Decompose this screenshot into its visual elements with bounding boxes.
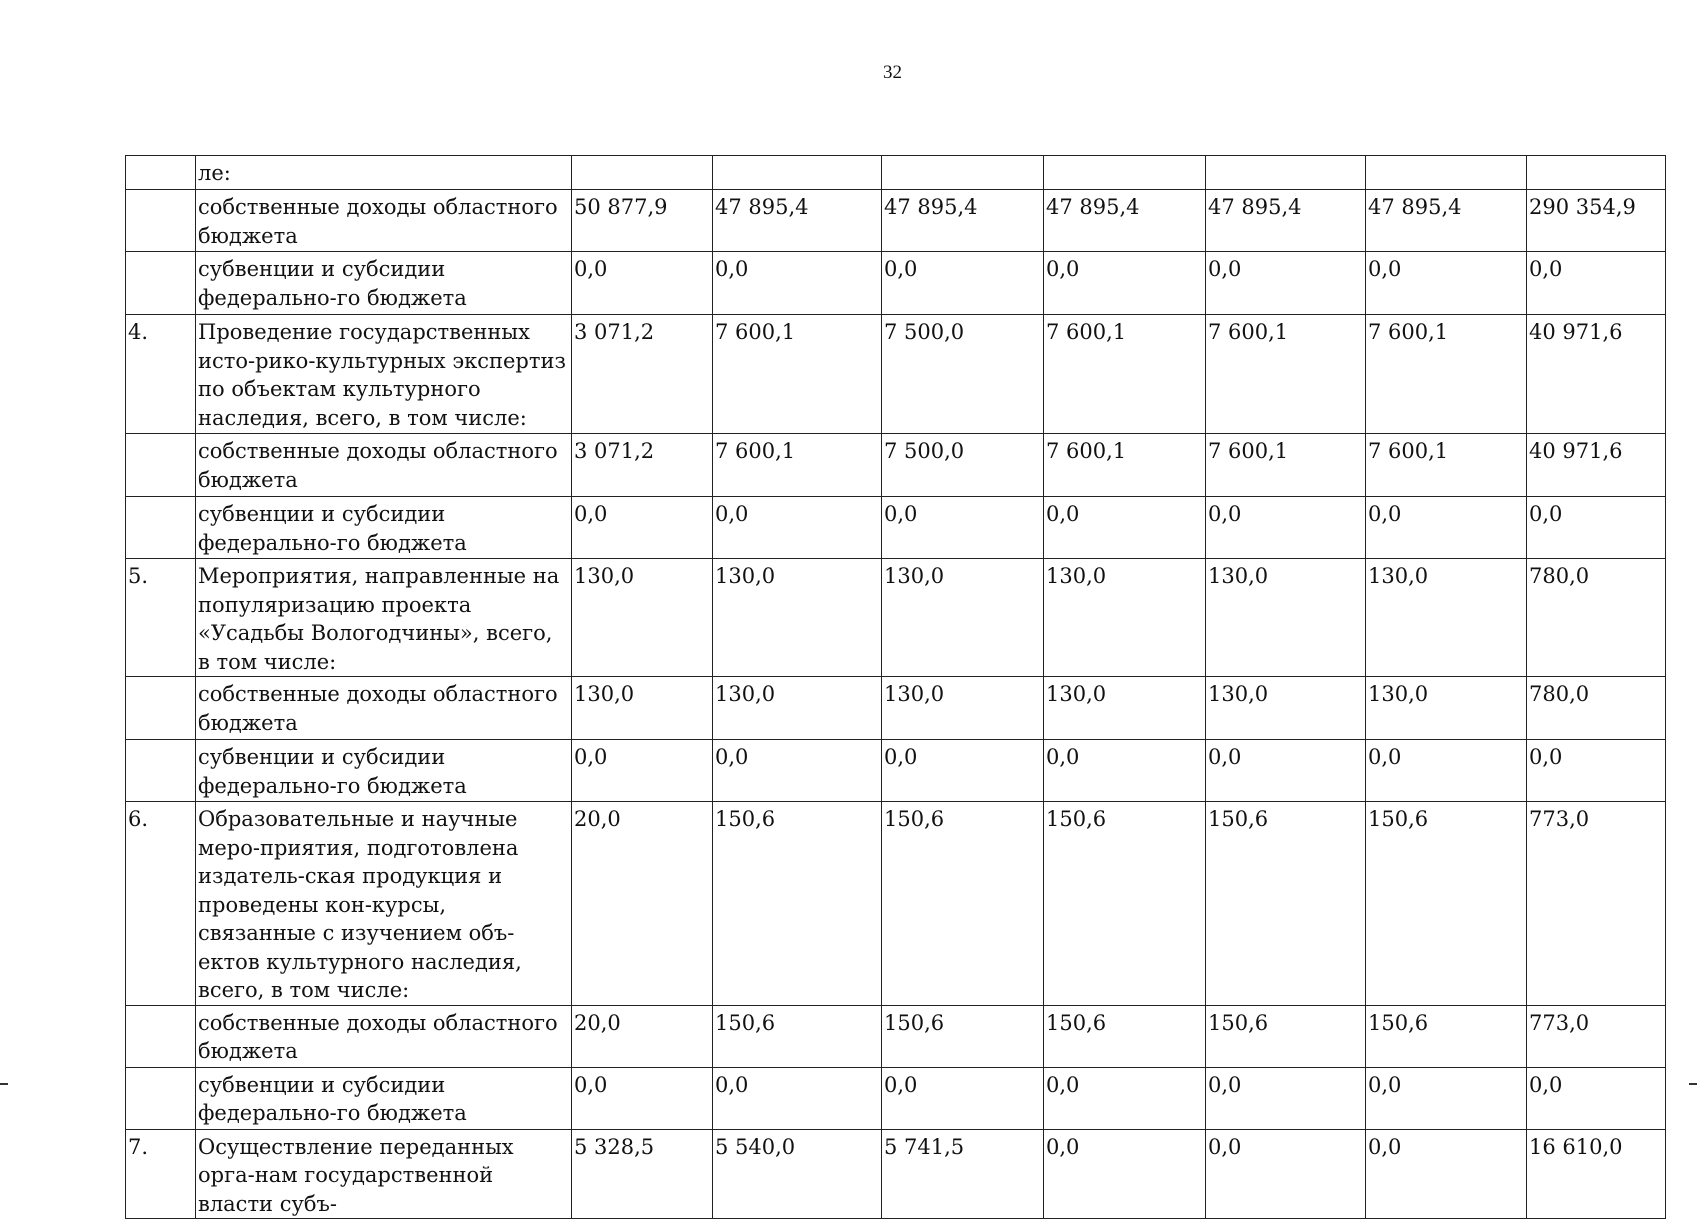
- table-row: [126, 190, 1666, 252]
- row-year-value: 0,0: [882, 252, 1044, 315]
- row-year-value: 130,0: [1044, 559, 1206, 677]
- row-year-value: 130,0: [1366, 559, 1527, 677]
- row-year-value: 0,0: [1206, 1067, 1366, 1129]
- row-year-value: 3 071,2: [572, 434, 713, 497]
- table-row: [126, 252, 1666, 315]
- row-year-value: 150,6: [882, 1005, 1044, 1067]
- row-description: субвенции и субсидии федерально-го бюджета: [196, 1067, 572, 1129]
- row-year-value: 0,0: [1044, 740, 1206, 802]
- row-number: [126, 740, 196, 802]
- row-year-value: 0,0: [1366, 252, 1527, 315]
- row-year-value: 130,0: [713, 677, 882, 740]
- row-total-value: 0,0: [1527, 497, 1666, 559]
- row-year-value: 47 895,4: [713, 190, 882, 252]
- row-year-value: 130,0: [572, 677, 713, 740]
- row-year-value: 150,6: [1044, 802, 1206, 1006]
- row-year-value: 0,0: [572, 497, 713, 559]
- row-year-value: 130,0: [572, 559, 713, 677]
- row-total-value: 773,0: [1527, 802, 1666, 1006]
- row-year-value: 130,0: [1366, 677, 1527, 740]
- row-number: [126, 1067, 196, 1129]
- row-total-value: [1527, 156, 1666, 190]
- row-year-value: 7 600,1: [713, 315, 882, 434]
- row-number: [126, 190, 196, 252]
- row-year-value: 47 895,4: [882, 190, 1044, 252]
- row-year-value: 0,0: [713, 497, 882, 559]
- row-total-value: 0,0: [1527, 1067, 1666, 1129]
- row-year-value: 0,0: [882, 1067, 1044, 1129]
- row-year-value: 0,0: [1044, 1067, 1206, 1129]
- table-row: [126, 315, 1666, 434]
- row-year-value: 130,0: [1206, 559, 1366, 677]
- row-year-value: [882, 156, 1044, 190]
- row-year-value: [713, 156, 882, 190]
- row-number: [126, 1005, 196, 1067]
- row-year-value: 47 895,4: [1044, 190, 1206, 252]
- row-total-value: 290 354,9: [1527, 190, 1666, 252]
- row-year-value: 0,0: [572, 252, 713, 315]
- row-number: 7.: [126, 1129, 196, 1219]
- row-year-value: 0,0: [1206, 1129, 1366, 1219]
- table-row: [126, 559, 1666, 677]
- row-year-value: 7 600,1: [1044, 315, 1206, 434]
- row-description: ле:: [196, 156, 572, 190]
- row-number: [126, 252, 196, 315]
- table-row: [126, 156, 1666, 190]
- row-year-value: 130,0: [713, 559, 882, 677]
- row-year-value: 150,6: [1044, 1005, 1206, 1067]
- left-trim-mark: [0, 1083, 8, 1085]
- table-body: [126, 156, 1666, 1219]
- row-year-value: 150,6: [713, 1005, 882, 1067]
- row-year-value: 130,0: [1206, 677, 1366, 740]
- row-total-value: 773,0: [1527, 1005, 1666, 1067]
- row-year-value: 7 500,0: [882, 315, 1044, 434]
- row-year-value: 3 071,2: [572, 315, 713, 434]
- budget-table: [125, 155, 1666, 1219]
- table-row: [126, 677, 1666, 740]
- row-number: [126, 497, 196, 559]
- row-year-value: 0,0: [713, 1067, 882, 1129]
- row-year-value: 130,0: [882, 677, 1044, 740]
- row-year-value: 0,0: [882, 740, 1044, 802]
- row-description: собственные доходы областного бюджета: [196, 677, 572, 740]
- row-year-value: 150,6: [1206, 802, 1366, 1006]
- row-total-value: 0,0: [1527, 252, 1666, 315]
- row-year-value: 0,0: [1044, 497, 1206, 559]
- table-row: [126, 497, 1666, 559]
- row-year-value: 5 741,5: [882, 1129, 1044, 1219]
- row-year-value: 5 328,5: [572, 1129, 713, 1219]
- row-year-value: [1366, 156, 1527, 190]
- row-year-value: 0,0: [1366, 1067, 1527, 1129]
- row-year-value: 0,0: [1206, 740, 1366, 802]
- table-row: [126, 1005, 1666, 1067]
- row-number: 5.: [126, 559, 196, 677]
- row-year-value: 5 540,0: [713, 1129, 882, 1219]
- row-year-value: 50 877,9: [572, 190, 713, 252]
- row-year-value: 150,6: [713, 802, 882, 1006]
- row-total-value: 16 610,0: [1527, 1129, 1666, 1219]
- table-row: [126, 1129, 1666, 1219]
- row-year-value: 0,0: [1044, 252, 1206, 315]
- row-total-value: 780,0: [1527, 559, 1666, 677]
- row-year-value: 0,0: [1366, 1129, 1527, 1219]
- right-trim-mark: [1689, 1083, 1697, 1085]
- row-year-value: 7 600,1: [1366, 434, 1527, 497]
- row-description: Проведение государственных исто-рико-культурных экспертиз по объектам культурного наследия, всего, в том числе:: [196, 315, 572, 434]
- row-year-value: 130,0: [882, 559, 1044, 677]
- table-row: [126, 802, 1666, 1006]
- row-description: собственные доходы областного бюджета: [196, 434, 572, 497]
- row-total-value: 780,0: [1527, 677, 1666, 740]
- row-year-value: 7 600,1: [1366, 315, 1527, 434]
- row-total-value: 40 971,6: [1527, 434, 1666, 497]
- row-year-value: 150,6: [1206, 1005, 1366, 1067]
- row-description: субвенции и субсидии федерально-го бюджета: [196, 740, 572, 802]
- row-year-value: 0,0: [1206, 252, 1366, 315]
- row-year-value: 0,0: [1366, 740, 1527, 802]
- row-description: собственные доходы областного бюджета: [196, 1005, 572, 1067]
- row-year-value: 130,0: [1044, 677, 1206, 740]
- row-year-value: 7 600,1: [1206, 315, 1366, 434]
- row-number: [126, 434, 196, 497]
- row-year-value: 150,6: [882, 802, 1044, 1006]
- row-year-value: 7 600,1: [1044, 434, 1206, 497]
- row-year-value: 0,0: [1206, 497, 1366, 559]
- row-year-value: 0,0: [882, 497, 1044, 559]
- row-year-value: 0,0: [572, 1067, 713, 1129]
- row-year-value: 0,0: [1366, 497, 1527, 559]
- row-description: Образовательные и научные меро-приятия, подготовлена издатель-ская продукция и проведены кон-курсы, связанные с изучением объ-ектов культурного наследия, всего, в том числе:: [196, 802, 572, 1006]
- row-description: Осуществление переданных орга-нам государственной власти субъ-: [196, 1129, 572, 1219]
- row-year-value: 7 600,1: [1206, 434, 1366, 497]
- row-year-value: 0,0: [572, 740, 713, 802]
- page-number: 32: [883, 62, 902, 83]
- row-year-value: 0,0: [713, 252, 882, 315]
- row-year-value: 7 500,0: [882, 434, 1044, 497]
- row-year-value: 150,6: [1366, 802, 1527, 1006]
- row-year-value: 20,0: [572, 802, 713, 1006]
- row-year-value: 47 895,4: [1366, 190, 1527, 252]
- row-number: 4.: [126, 315, 196, 434]
- row-year-value: 0,0: [713, 740, 882, 802]
- row-total-value: 40 971,6: [1527, 315, 1666, 434]
- table-row: [126, 434, 1666, 497]
- row-year-value: 150,6: [1366, 1005, 1527, 1067]
- row-year-value: [1206, 156, 1366, 190]
- row-description: субвенции и субсидии федерально-го бюджета: [196, 252, 572, 315]
- table-row: [126, 1067, 1666, 1129]
- row-number: [126, 156, 196, 190]
- row-year-value: [1044, 156, 1206, 190]
- row-number: 6.: [126, 802, 196, 1006]
- row-year-value: 7 600,1: [713, 434, 882, 497]
- row-description: Мероприятия, направленные на популяризацию проекта «Усадьбы Вологодчины», всего, в том числе:: [196, 559, 572, 677]
- row-total-value: 0,0: [1527, 740, 1666, 802]
- row-year-value: 0,0: [1044, 1129, 1206, 1219]
- row-number: [126, 677, 196, 740]
- row-year-value: [572, 156, 713, 190]
- row-year-value: 47 895,4: [1206, 190, 1366, 252]
- table-row: [126, 740, 1666, 802]
- row-description: субвенции и субсидии федерально-го бюджета: [196, 497, 572, 559]
- row-year-value: 20,0: [572, 1005, 713, 1067]
- row-description: собственные доходы областного бюджета: [196, 190, 572, 252]
